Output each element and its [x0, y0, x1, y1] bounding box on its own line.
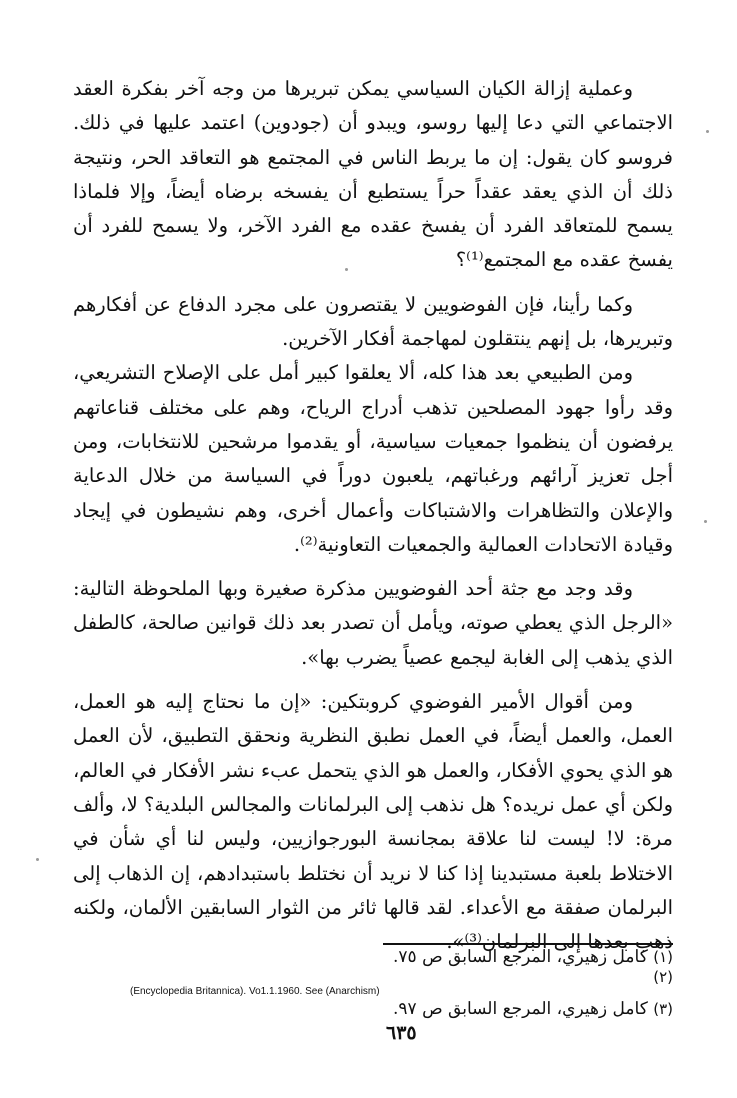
scan-speck [345, 268, 348, 271]
paragraph-legislative-reform: ومن الطبيعي بعد هذا كله، ألا يعلقوا كبير أمل على الإصلاح التشريعي، وقد رأوا جهود المصلحين تذهب أدراج الرياح، وهم على مختلف قناعاتهم يرفضون أن ينظموا جمعيات سياسية، أو يقدموا مرشحين للانتخابات، ومن أجل تعزيز آرائهم ورغباتهم، يلعبون دوراً في السياسة من خلال الدعاية والإعلان والتظاهرات والاشتباكات وأعمال أخرى، وهم نشيطون في إيجاد وقيادة الاتحادات العمالية والجمعيات التعاونية⁽²⁾. [73, 361, 673, 556]
footnote-1 [393, 946, 673, 968]
footnote-3-number: (٣) [653, 1000, 673, 1018]
paragraph-kropotkin-quote: ومن أقوال الأمير الفوضوي كروبتكين: «إن ما نحتاج إليه هو العمل، العمل، والعمل أيضاً، في العمل نطبق النظرية ونحقق التطبيق، لأن العمل هو الذي يحوي الأفكار، والعمل هو الذي يتحمل عبء نشر الأفكار في العالم، ولكن أي عمل نريده؟ هل نذهب إلى البرلمانات والمجالس البلدية؟ لا، وألف مرة: لا! ليست لنا علاقة بمجانسة البورجوازيين، وليس لنا أي شأن في الاختلاط بلعبة مستبدينا إذا كنا لا نريد أن نختلط باستبدادهم، إن الذهاب إلى البرلمان صفقة مع الأعداء. لقد قالها ثائر من الثوار السابقين الألمان، ولكنه ذهب بعدها إلى البرلمان⁽³⁾». [73, 690, 673, 954]
scan-speck [706, 130, 709, 133]
footnote-2 [653, 966, 673, 988]
scan-speck [704, 520, 707, 523]
paragraph-anarchist-note: وقد وجد مع جثة أحد الفوضويين مذكرة صغيرة وبها الملحوظة التالية: «الرجل الذي يعطي صوته، ويأمل أن تصدر بعد ذلك قوانين صالحة، كالطفل الذي يذهب إلى الغابة ليجمع عصياً يضرب بها». [73, 577, 673, 669]
paragraph-social-contract: وعملية إزالة الكيان السياسي يمكن تبريرها من وجه آخر بفكرة العقد الاجتماعي التي دعا إليها روسو، ويبدو أن (جودوين) اعتمد عليها في ذلك. فروسو كان يقول: إن ما يربط الناس في المجتمع هو التعاقد الحر، ونتيجة ذلك أن الذي يعقد عقداً حراً يستطيع أن يفسخه برضاه أيضاً، وإلا فلماذا يسمح للمتعاقد الفرد أن يفسخ عقده مع الفرد الآخر، ولا يسمح للفرد أن يفسخ عقده مع المجتمع⁽¹⁾؟ [73, 77, 673, 272]
footnote-2-text: (Encyclopedia Britannica). Vo1.1.1960. See (Anarchism) [130, 986, 380, 997]
page-number: ٦٣٥ [386, 1022, 417, 1044]
paragraph-attack-ideas: وكما رأينا، فإن الفوضويين لا يقتصرون على مجرد الدفاع عن أفكارهم وتبريرها، بل إنهم ينتقلون لمهاجمة أفكار الآخرين. [73, 292, 673, 351]
footnote-3 [393, 998, 673, 1020]
page-body [73, 72, 673, 959]
footnote-separator [383, 943, 673, 945]
footnote-1-text: كامل زهيري، المرجع السابق ص ٧٥. [393, 947, 648, 967]
footnote-1-number: (١) [653, 948, 673, 966]
scan-speck [36, 858, 39, 861]
footnote-3-text: كامل زهيري، المرجع السابق ص ٩٧. [393, 999, 648, 1019]
footnote-2-number: (٢) [653, 968, 673, 986]
